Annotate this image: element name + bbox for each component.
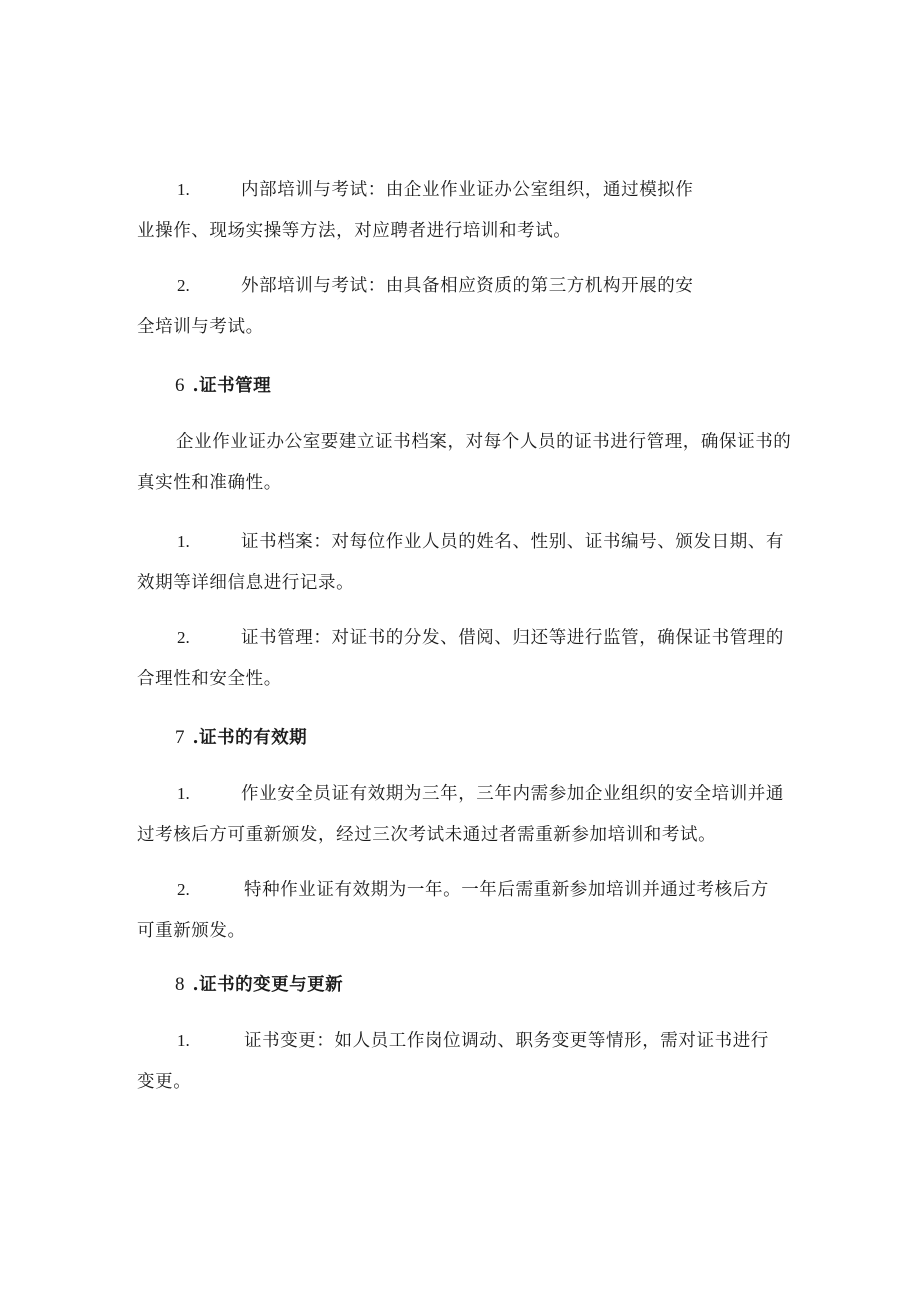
list-item-text: 证书档案：对每位作业人员的姓名、性别、证书编号、颁发日期、有 — [241, 532, 784, 552]
list-item-continuation: 合理性和安全性。 — [137, 669, 282, 689]
section-heading-6 — [175, 374, 271, 398]
list-item-text: 证书管理：对证书的分发、借阅、归还等进行监管，确保证书管理的 — [241, 628, 784, 648]
paragraph-text: 企业作业证办公室要建立证书档案，对每个人员的证书进行管理，确保证书的 — [176, 432, 792, 452]
section-heading-7 — [175, 726, 307, 750]
list-number: 1. — [177, 1031, 190, 1050]
section-title: .证书的有效期 — [192, 728, 308, 748]
list-item-continuation: 变更。 — [137, 1072, 192, 1092]
list-number: 1. — [177, 180, 190, 199]
list-number: 2. — [177, 880, 190, 899]
list-item-text: 外部培训与考试：由具备相应资质的第三方机构开展的安 — [241, 276, 694, 296]
list-item-continuation: 可重新颁发。 — [137, 921, 246, 941]
list-item-text: 特种作业证有效期为一年。一年后需重新参加培训并通过考核后方 — [244, 880, 769, 900]
list-item-text: 证书变更：如人员工作岗位调动、职务变更等情形，需对证书进行 — [244, 1031, 769, 1051]
list-item-continuation: 全培训与考试。 — [137, 317, 264, 337]
list-item-text: 内部培训与考试：由企业作业证办公室组织，通过模拟作 — [241, 180, 694, 200]
list-item-text: 作业安全员证有效期为三年，三年内需参加企业组织的安全培训并通 — [241, 784, 784, 804]
list-item-continuation: 效期等详细信息进行记录。 — [137, 573, 355, 593]
section-number: 6 — [175, 375, 185, 396]
list-number: 2. — [177, 628, 190, 647]
paragraph-continuation: 真实性和准确性。 — [137, 473, 282, 493]
section-number: 8 — [175, 974, 185, 995]
list-number: 1. — [177, 532, 190, 551]
section-title: .证书管理 — [192, 376, 272, 396]
section-heading-8 — [175, 973, 343, 997]
section-number: 7 — [175, 727, 185, 748]
list-item-continuation: 过考核后方可重新颁发，经过三次考试未通过者需重新参加培训和考试。 — [137, 825, 717, 845]
list-number: 1. — [177, 784, 190, 803]
list-item-continuation: 业操作、现场实操等方法，对应聘者进行培训和考试。 — [137, 221, 572, 241]
list-number: 2. — [177, 276, 190, 295]
section-title: .证书的变更与更新 — [192, 975, 344, 995]
